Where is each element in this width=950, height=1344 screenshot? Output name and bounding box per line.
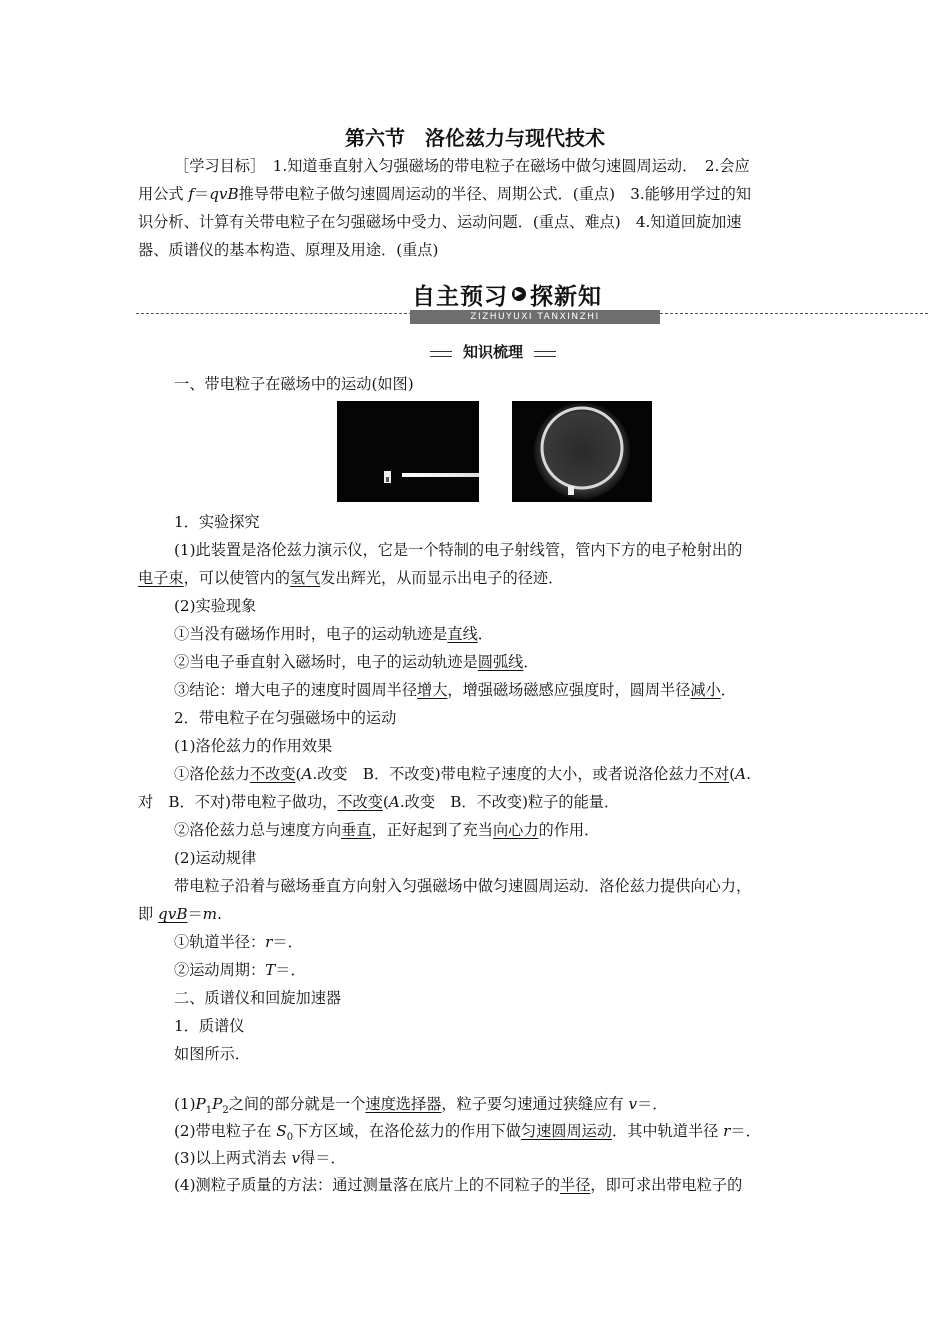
para-effect: (1)洛伦兹力的作用效果 (174, 737, 333, 755)
para-effect-2: ②洛伦兹力总与速度方向垂直，正好起到了充当向心力的作用． (174, 821, 600, 839)
para-device-cont: 电子束，可以使管内的氢气发出辉光，从而显示出电子的径迹． (138, 569, 564, 587)
para-perpendicular: ②当电子垂直射入磁场时，电子的运动轨迹是圆弧线． (174, 653, 539, 671)
electron-gun-glow-2 (568, 486, 574, 495)
banner-heading-part-2: 探新知 (530, 283, 602, 310)
banner-divider-left (136, 313, 412, 314)
learning-goals-line-3: 识分析、计算有关带电粒子在匀强磁场中受力、运动问题．(重点、难点) 4.知道回旋加速 (138, 213, 742, 231)
para-measure-mass: (4)测粒子质量的方法：通过测量落在底片上的不同粒子的半径，即可求出带电粒子的 (174, 1176, 743, 1194)
para-as-shown: 如图所示． (174, 1045, 250, 1063)
para-device: (1)此装置是洛伦兹力演示仪，它是一个特制的电子射线管，管内下方的电子枪射出的 (174, 541, 743, 559)
para-conclusion: ③结论：增大电子的速度时圆周半径增大，增强磁场磁感应强度时，圆周半径减小． (174, 681, 736, 699)
learning-goals-line-2: 用公式 f＝qvB推导带电粒子做匀速圆周运动的半径、周期公式．(重点) 3.能够用学过的知 (138, 185, 752, 203)
electron-beam-line (402, 473, 479, 477)
section-label-text: 知识梳理 (462, 343, 523, 361)
photo-straight-beam (337, 401, 479, 502)
banner-heading-part-1: 自主预习 (412, 283, 508, 310)
para-radius: ①轨道半径：r＝． (174, 933, 303, 951)
para-no-field: ①当没有磁场作用时，电子的运动轨迹是直线． (174, 625, 493, 643)
section-label-rule-left (430, 351, 452, 357)
banner-divider-right (660, 313, 928, 314)
para-effect-1-cont: 对 B．不对)带电粒子做功，不改变(A.改变 B．不改变)粒子的能量． (138, 793, 620, 811)
para-s0-region: (2)带电粒子在 $S_0$下方区域，在洛伦兹力的作用下做匀速圆周运动．其中轨道半径 r＝． (174, 1122, 761, 1144)
para-eliminate-v: (3)以上两式消去 v得＝． (174, 1149, 346, 1167)
learning-goals-line-1: ［学习目标］ 1.知道垂直射入匀强磁场的带电粒子在磁场中做匀速圆周运动． 2.会应 (174, 157, 750, 175)
section-label (430, 341, 556, 363)
arrow-right-icon: ▶ (512, 287, 526, 301)
subheading-uniform-field: 2．带电粒子在匀强磁场中的运动 (174, 709, 397, 727)
para-effect-1: ①洛伦兹力不改变(A.改变 B．不改变)带电粒子速度的大小，或者说洛伦兹力不对(A. (174, 765, 751, 783)
subheading-mass-spectrometer: 1．质谱仪 (174, 1017, 245, 1035)
section-banner (0, 278, 950, 324)
subheading-experiment: 1．实验探究 (174, 513, 260, 531)
banner-pinyin: ZIZHUYUXI TANXINZHI (410, 310, 660, 324)
para-motion-law: (2)运动规律 (174, 849, 257, 867)
para-phenomenon: (2)实验现象 (174, 597, 257, 615)
circular-beam-image (512, 401, 652, 502)
straight-beam-image (337, 401, 479, 502)
heading-two: 二、质谱仪和回旋加速器 (174, 989, 342, 1007)
para-centripetal: 带电粒子沿着与磁场垂直方向射入匀强磁场中做匀速圆周运动．洛伦兹力提供向心力， (174, 877, 752, 895)
para-equation: 即 qvB＝m. (138, 905, 222, 923)
learning-goals-line-4: 器、质谱仪的基本构造、原理及用途．(重点) (138, 241, 439, 259)
heading-one: 一、带电粒子在磁场中的运动(如图) (174, 375, 414, 393)
photo-circular-beam (512, 401, 652, 502)
page-title: 第六节 洛伦兹力与现代技术 (345, 126, 605, 150)
banner-heading (412, 278, 662, 310)
para-velocity-selector: $(1)P_1P_2$之间的部分就是一个速度选择器，粒子要匀速通过狭缝应有 v＝． (174, 1095, 668, 1117)
para-period: ②运动周期：T＝． (174, 961, 306, 979)
section-label-rule-right (534, 351, 556, 357)
